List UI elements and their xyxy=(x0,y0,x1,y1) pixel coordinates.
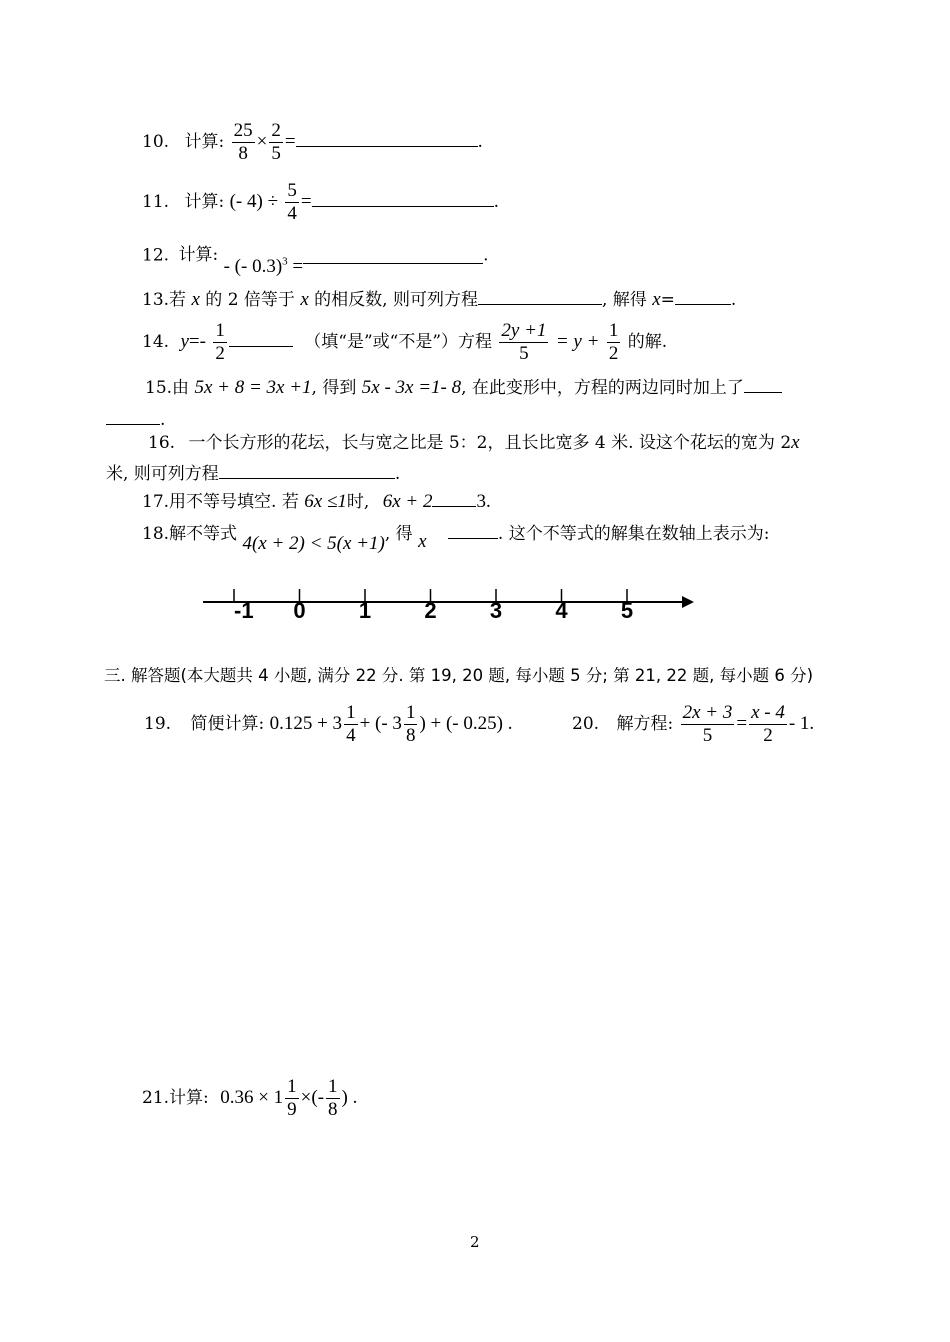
text: 的相反数, 则可列方程 xyxy=(314,290,478,310)
expression: - (- 0.3)$^3$ = xyxy=(223,256,304,278)
question-number: 20. xyxy=(572,714,600,734)
variable-x: x xyxy=(418,531,427,552)
number-line xyxy=(0,580,950,630)
question-15 xyxy=(145,378,782,398)
question-16-cont xyxy=(106,464,400,484)
text: 的 2 倍等于 xyxy=(205,290,295,310)
equals-sign: = xyxy=(736,713,748,734)
text: 时, xyxy=(346,492,370,512)
variable-x: x xyxy=(300,289,309,310)
fraction: $\frac{25}{8}$ xyxy=(233,120,253,164)
answer-blank[interactable] xyxy=(219,464,395,479)
inequality: 4(x + 2) < 5(x +1) xyxy=(242,533,385,554)
tick-label: 0 xyxy=(293,598,306,623)
question-number: 16. xyxy=(148,433,176,453)
period: . xyxy=(483,245,489,266)
question-12 xyxy=(142,240,489,278)
answer-blank-cont[interactable] xyxy=(106,410,160,425)
equation: 5x - 3x =1- 8 xyxy=(361,377,462,398)
text: 3. xyxy=(476,491,491,512)
fraction: $\frac{1}{8}$ xyxy=(328,1076,338,1120)
question-label: 简便计算: xyxy=(190,714,265,734)
expression: - 1. xyxy=(788,713,815,734)
question-number: 21. xyxy=(142,1088,170,1108)
variable-x: x xyxy=(652,289,661,310)
text: , 得 xyxy=(384,524,413,544)
equation-blank[interactable] xyxy=(478,290,602,305)
text: （填“是”或“不是”）方程 xyxy=(304,332,493,352)
fraction: $\frac{1}{9}$ xyxy=(287,1076,297,1120)
expression: 6x + 2 xyxy=(382,491,433,512)
variable-x: x xyxy=(791,432,800,453)
fraction: $\frac{5}{4}$ xyxy=(287,180,297,224)
question-number: 19. xyxy=(144,714,172,734)
expression: ) . xyxy=(341,1087,358,1108)
question-label: 解方程: xyxy=(616,714,674,734)
inequality: 6x ≤1 xyxy=(304,491,347,512)
question-14 xyxy=(142,320,667,365)
inequality-sign-blank[interactable] xyxy=(432,492,476,507)
times-sign: × xyxy=(256,131,268,152)
question-16 xyxy=(148,433,800,453)
text: , 在此变形中，方程的两边同时加上了 xyxy=(461,378,744,398)
text: 一个长方形的花坛，长与宽之比是 5：2，且长比宽多 4 米. 设这个花坛的宽为 2 xyxy=(188,433,792,453)
text: 解不等式 xyxy=(169,524,238,544)
equals-sign: = xyxy=(300,191,312,212)
question-15-cont xyxy=(106,410,165,430)
answer-blank[interactable] xyxy=(229,332,293,347)
question-label: 计算: xyxy=(169,1088,209,1108)
question-number: 12. xyxy=(142,245,170,266)
text: 米, 则可列方程 xyxy=(106,464,219,484)
question-20 xyxy=(572,702,814,747)
question-13 xyxy=(142,290,736,310)
arrow-head xyxy=(682,596,694,608)
text: 若 xyxy=(169,290,187,310)
question-19 xyxy=(144,702,512,747)
text: , 得到 xyxy=(311,378,357,398)
answer-blank[interactable] xyxy=(744,378,782,393)
question-number: 18. xyxy=(142,524,170,544)
section-3-title: 三. 解答题(本大题共 4 小题, 满分 22 分. 第 19, 20 题, 每小题 5 分; 第 21, 22 题, 每小题 6 分) xyxy=(104,666,814,685)
text: 用不等号填空. 若 xyxy=(169,492,299,512)
text: = xyxy=(660,290,675,310)
answer-blank[interactable] xyxy=(448,524,498,539)
equals-sign: = xyxy=(284,131,296,152)
question-number: 17. xyxy=(142,492,170,512)
expression: (- 4) ÷ xyxy=(229,191,279,212)
page-number: 2 xyxy=(470,1233,480,1251)
expression: + (- 3 xyxy=(359,713,402,734)
fraction: $\frac{1}{2}$ xyxy=(608,320,619,364)
variable-x: x xyxy=(191,289,200,310)
expression: ) + (- 0.25) . xyxy=(419,713,513,734)
fraction: $\frac{2x + 3}{5}$ xyxy=(682,702,733,746)
question-number: 11. xyxy=(142,192,170,212)
question-21 xyxy=(142,1076,357,1121)
text: , 解得 xyxy=(601,290,647,310)
answer-blank[interactable] xyxy=(296,132,478,147)
fraction: $\frac{2y +1}{5}$ xyxy=(501,320,547,364)
question-number: 13. xyxy=(142,290,170,310)
text: 的解. xyxy=(627,332,668,352)
question-label: 计算: xyxy=(178,245,219,266)
tick-label: -1 xyxy=(234,598,254,623)
question-number: 14. xyxy=(142,332,170,352)
expression: 0.125 + 3 xyxy=(269,713,343,734)
tick-label: 5 xyxy=(620,598,634,623)
text: 由 xyxy=(172,378,190,398)
question-label: 计算: xyxy=(184,132,225,152)
text: . 这个不等式的解集在数轴上表示为: xyxy=(497,524,770,544)
question-10 xyxy=(142,120,483,165)
question-label: 计算: xyxy=(184,192,225,212)
solution-blank[interactable] xyxy=(675,290,731,305)
variable-y: y xyxy=(180,331,189,352)
tick-label: 3 xyxy=(489,598,503,623)
answer-blank[interactable] xyxy=(303,249,483,264)
tick-label: 2 xyxy=(424,598,437,623)
question-18 xyxy=(142,524,770,554)
question-number: 10. xyxy=(142,132,170,152)
fraction: $\frac{1}{2}$ xyxy=(215,320,225,364)
expression: ×(- xyxy=(300,1087,325,1108)
fraction: $\frac{1}{8}$ xyxy=(405,702,416,746)
equals-negative: =- xyxy=(188,331,206,352)
period: . xyxy=(493,192,500,212)
fraction: $\frac{2}{5}$ xyxy=(271,120,281,164)
period: . xyxy=(730,290,737,310)
fraction: $\frac{x - 4}{2}$ xyxy=(751,702,785,746)
answer-blank[interactable] xyxy=(312,192,494,207)
period: . xyxy=(160,410,166,430)
question-number: 15. xyxy=(145,378,173,398)
tick-label: 1 xyxy=(358,598,372,623)
equation: 5x + 8 = 3x +1 xyxy=(194,377,312,398)
period: . xyxy=(477,132,483,152)
expression: = y + xyxy=(555,331,600,352)
fraction: $\frac{1}{4}$ xyxy=(346,702,356,746)
expression: 0.36 × 1 xyxy=(220,1087,284,1108)
question-11 xyxy=(142,180,499,225)
question-17 xyxy=(142,492,491,512)
period: . xyxy=(394,464,401,484)
tick-label: 4 xyxy=(555,598,568,623)
